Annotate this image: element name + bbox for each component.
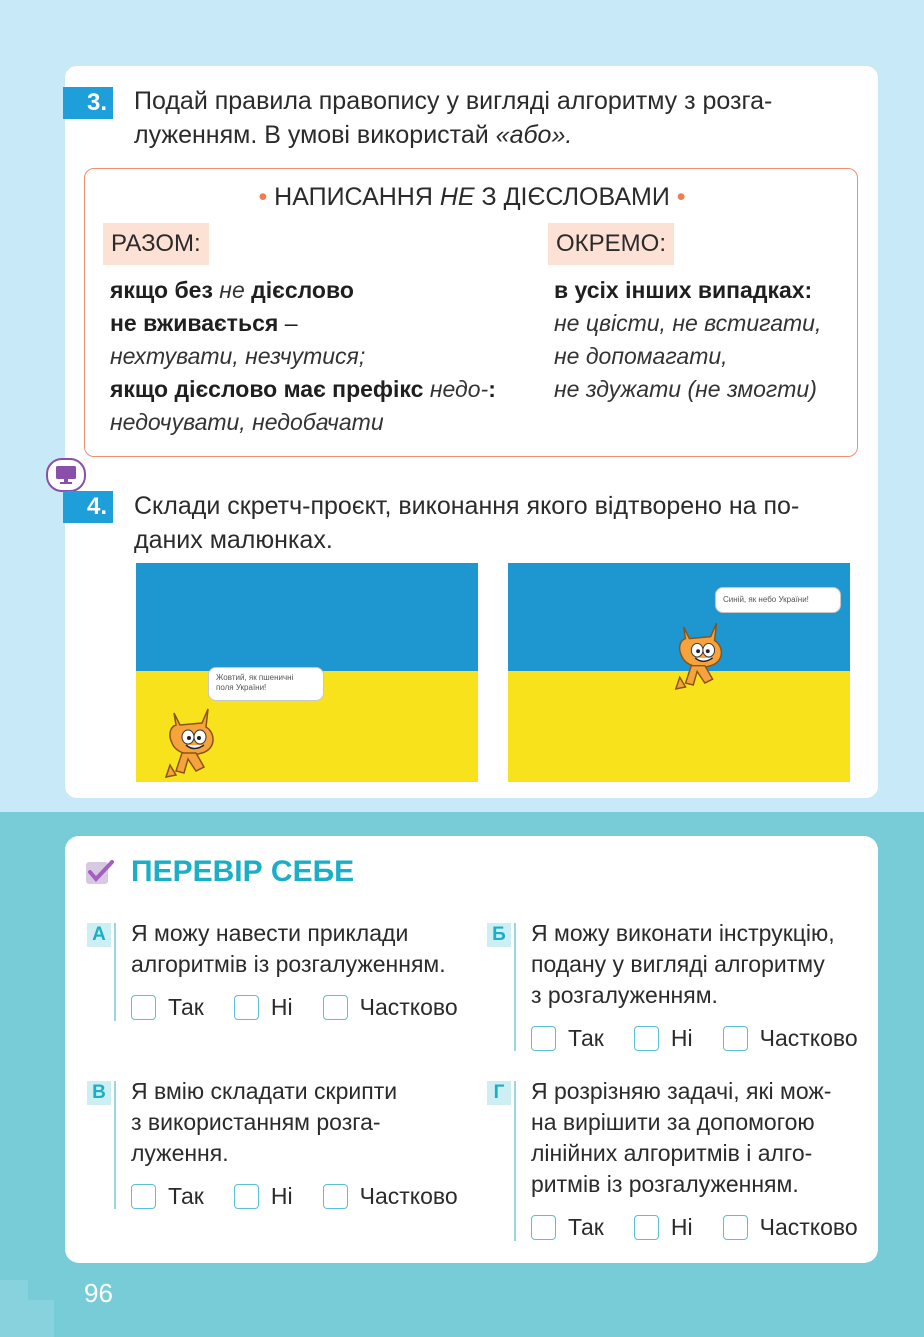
checkbox[interactable] (234, 995, 259, 1020)
option-yes[interactable]: Так (131, 994, 204, 1021)
item-v-options (131, 1183, 488, 1210)
item-divider (514, 923, 516, 1051)
option-no[interactable]: Ні (634, 1214, 693, 1241)
checkbox[interactable] (723, 1215, 748, 1240)
monitor-icon (46, 458, 86, 492)
item-g-letter: Г (487, 1081, 511, 1105)
item-b-text: Я можу виконати інструкцію, подану у вигляді алгоритму з розгалуженням. (531, 920, 835, 1008)
option-yes[interactable]: Так (531, 1025, 604, 1052)
spelling-rule-box (84, 168, 858, 457)
checkmark-icon (86, 860, 114, 886)
speech-bubble: Синій, як небо України! (715, 587, 841, 613)
item-divider (114, 923, 116, 1021)
item-v-text: Я вмію складати скрипти з використанням розга- луження. (131, 1078, 398, 1166)
option-yes[interactable]: Так (531, 1214, 604, 1241)
checkbox[interactable] (723, 1026, 748, 1051)
checkbox[interactable] (131, 995, 156, 1020)
option-partly[interactable]: Частково (323, 1183, 458, 1210)
task-4-text: Склади скретч-проєкт, виконання якого відтворено на по- даних малюнках. (134, 492, 800, 554)
item-b-letter: Б (487, 923, 511, 947)
task-4-number: 4. (63, 491, 113, 523)
option-partly[interactable]: Частково (323, 994, 458, 1021)
scratch-cat-icon (162, 705, 222, 781)
option-no[interactable]: Ні (234, 1183, 293, 1210)
item-a-text: Я можу навести приклади алгоритмів із розгалуженням. (131, 920, 446, 977)
bullet-dot: • (676, 183, 686, 211)
task-3-number: 3. (63, 87, 113, 119)
page-number: 96 (84, 1278, 113, 1308)
task-3-text (134, 84, 772, 152)
checkbox[interactable] (634, 1215, 659, 1240)
checkbox[interactable] (531, 1026, 556, 1051)
checkbox[interactable] (131, 1184, 156, 1209)
item-divider (514, 1081, 516, 1241)
separate-label: ОКРЕМО: (548, 223, 674, 265)
option-no[interactable]: Ні (234, 994, 293, 1021)
option-partly[interactable]: Частково (723, 1025, 858, 1052)
together-rules: якщо без не дієслово не вживається – нехтувати, незчутися; якщо дієслово має префікс недо-: недочувати, недобачати (110, 277, 496, 435)
checkbox[interactable] (234, 1184, 259, 1209)
item-a-letter: А (87, 923, 111, 947)
separate-rules: в усіх інших випадках: не цвісти, не встигати, не допомагати, не здужати (не змогти) (554, 277, 822, 402)
scratch-cat-icon (672, 619, 730, 693)
option-yes[interactable]: Так (131, 1183, 204, 1210)
bullet-dot: • (258, 183, 268, 211)
checkbox[interactable] (323, 1184, 348, 1209)
decor-pixel (28, 1300, 54, 1337)
item-divider (114, 1081, 116, 1209)
self-check-title: ПЕРЕВІР СЕБЕ (131, 855, 355, 888)
speech-bubble: Жовтий, як пшеничні поля України! (208, 667, 324, 701)
checkbox[interactable] (531, 1215, 556, 1240)
task-3-line-1: Подай правила правопису у вигляді алгоритму з розга- (134, 87, 773, 115)
scratch-stage-right (508, 563, 850, 782)
option-no[interactable]: Ні (634, 1025, 693, 1052)
checkbox[interactable] (323, 995, 348, 1020)
option-partly[interactable]: Частково (723, 1214, 858, 1241)
rule-title: • НАПИСАННЯ НЕ З ДІЄСЛОВАМИ • (258, 183, 686, 211)
item-g-text: Я розрізняю задачі, які мож- на вирішити за допомогою лінійних алгоритмів і алго- ритмів із розгалуженням. (531, 1078, 832, 1197)
task-3-line-2: луженням. В умові використай «або». (134, 121, 573, 149)
item-a-options (131, 994, 488, 1021)
scratch-stage-left (136, 563, 478, 782)
together-label: РАЗОМ: (103, 223, 209, 265)
item-v-letter: В (87, 1081, 111, 1105)
flag-blue (136, 563, 478, 671)
item-g-options (531, 1214, 858, 1241)
decor-pixel (0, 1280, 28, 1337)
item-b-options (531, 1025, 858, 1052)
checkbox[interactable] (634, 1026, 659, 1051)
